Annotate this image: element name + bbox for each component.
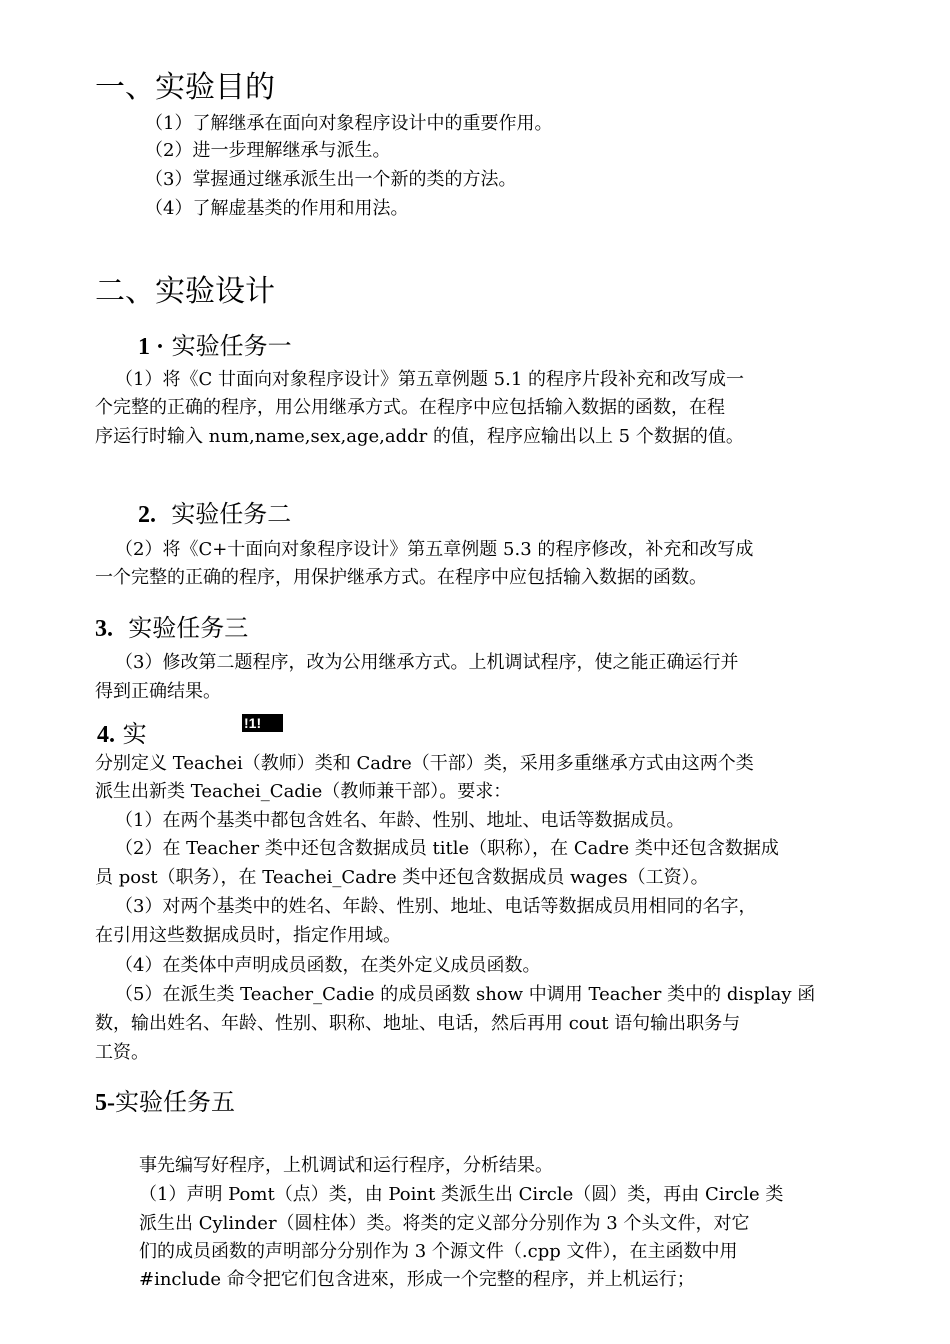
task5-title: 实验任务五 bbox=[115, 1088, 235, 1116]
task5-line-3: 派生出 Cylinder（圆柱体）类。将类的定义部分分别作为 3 个头文件，对它 bbox=[139, 1213, 750, 1234]
task4-line-1: 分别定义 Teachei（教师）类和 Cadre（干部）类，采用多重继承方式由这两个类 bbox=[95, 753, 754, 774]
task3-heading bbox=[95, 608, 248, 643]
task1-line-3: 序运行时输入 num,name,sex,age,addr 的值，程序应输出以上 5 个数据的值。 bbox=[95, 426, 744, 447]
task2-title: 实验任务二 bbox=[171, 500, 292, 528]
task4-line-3: （1）在两个基类中都包含姓名、年龄、性别、地址、电话等数据成员。 bbox=[115, 810, 685, 831]
task2-number: 2. bbox=[138, 502, 156, 528]
task4-title: 实 bbox=[122, 720, 147, 748]
task2-line-1: （2）将《C+十面向对象程序设计》第五章例题 5.3 的程序修改，补充和改写成 bbox=[115, 539, 754, 560]
task1-line-2: 个完整的正确的程序，用公用继承方式。在程序中应包括输入数据的函数，在程 bbox=[95, 397, 725, 418]
objective-item-3: （3）掌握通过继承派生出一个新的类的方法。 bbox=[145, 169, 517, 190]
task5-line-5: #include 命令把它们包含进來，形成一个完整的程序，并上机运行； bbox=[139, 1269, 695, 1290]
task4-line-8: （4）在类体中声明成员函数，在类外定义成员函数。 bbox=[115, 955, 541, 976]
task2-line-2: 一个完整的正确的程序，用保护继承方式。在程序中应包括输入数据的函数。 bbox=[95, 567, 707, 588]
task4-line-9: （5）在派生类 Teacher_Cadie 的成员函数 show 中调用 Teacher 类中的 display 函 bbox=[115, 984, 816, 1005]
section2-heading: 二、实验设计 bbox=[95, 274, 275, 309]
task5-line-4: 们的成员函数的声明部分分别作为 3 个源文件（.cpp 文件），在主函数中用 bbox=[139, 1241, 738, 1262]
task4-line-2: 派生出新类 Teachei_Cadie（教师兼干部）。要求： bbox=[95, 781, 512, 802]
objective-item-1: （1）了解继承在面向对象程序设计中的重要作用。 bbox=[145, 113, 553, 134]
task5-heading bbox=[95, 1082, 235, 1117]
objective-item-4: （4）了解虚基类的作用和用法。 bbox=[145, 198, 409, 219]
task4-number: 4. bbox=[97, 722, 115, 748]
task4-line-5: 员 post（职务），在 Teachei_Cadre 类中还包含数据成员 wages（工资）。 bbox=[95, 867, 709, 888]
task5-line-1: 事先编写好程序，上机调试和运行程序，分析结果。 bbox=[139, 1155, 553, 1176]
task4-line-10: 数，输出姓名、年龄、性别、职称、地址、电话，然后再用 cout 语句输出职务与 bbox=[95, 1013, 741, 1034]
objective-item-2: （2）进一步理解继承与派生。 bbox=[145, 140, 391, 161]
task1-line-1: （1）将《C 廿面向对象程序设计》第五章例题 5.1 的程序片段补充和改写成一 bbox=[115, 369, 745, 390]
task1-number: 1 · bbox=[138, 334, 165, 360]
task3-title: 实验任务三 bbox=[128, 614, 249, 642]
task4-heading bbox=[97, 714, 147, 749]
task1-heading bbox=[138, 326, 292, 361]
section1-heading: 一、实验目的 bbox=[95, 70, 275, 105]
task3-line-2: 得到正确结果。 bbox=[95, 681, 221, 702]
task5-line-2: （1）声明 Pomt（点）类，由 Point 类派生出 Circle（圆）类，再由 Circle 类 bbox=[139, 1184, 784, 1205]
task4-line-6: （3）对两个基类中的姓名、年龄、性别、地址、电话等数据成员用相同的名字， bbox=[115, 896, 757, 917]
task5-number: 5- bbox=[95, 1090, 115, 1116]
task2-heading bbox=[138, 494, 291, 529]
task4-line-7: 在引用这些数据成员时，指定作用域。 bbox=[95, 925, 401, 946]
task1-title: 实验任务一 bbox=[171, 332, 292, 360]
task4-line-4: （2）在 Teacher 类中还包含数据成员 title（职称），在 Cadre 类中还包含数据成 bbox=[115, 838, 779, 859]
task4-line-11: 工资。 bbox=[95, 1042, 149, 1063]
redaction-mark: !1! bbox=[242, 714, 283, 732]
task3-line-1: （3）修改第二题程序，改为公用继承方式。上机调试程序，使之能正确运行并 bbox=[115, 652, 739, 673]
task3-number: 3. bbox=[95, 616, 113, 642]
